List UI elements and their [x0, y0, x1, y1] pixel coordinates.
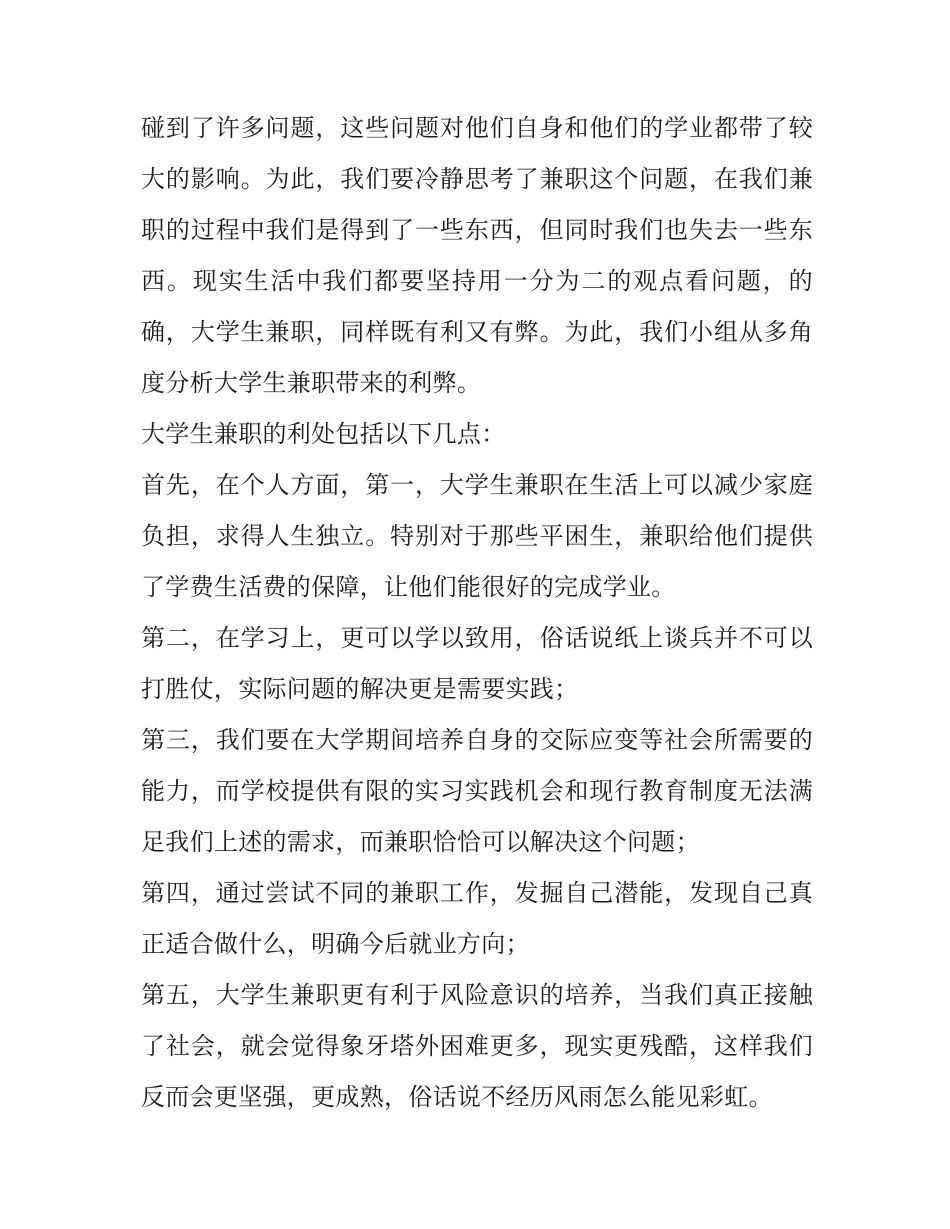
paragraph-second-point: 第二，在学习上，更可以学以致用，俗话说纸上谈兵并不可以打胜仗，实际问题的解决更是需要实践； [141, 624, 813, 703]
paragraph-advantages-heading: 大学生兼职的利处包括以下几点： [141, 420, 506, 448]
paragraph-first-point: 首先，在个人方面，第一，大学生兼职在生活上可以减少家庭负担，求得人生独立。特别对于那些平困生，兼职给他们提供了学费生活费的保障，让他们能很好的完成学业。 [141, 471, 813, 601]
paragraph-third-point: 第三，我们要在大学期间培养自身的交际应变等社会所需要的能力，而学校提供有限的实习实践机会和现行教育制度无法满足我们上述的需求，而兼职恰恰可以解决这个问题； [141, 726, 813, 856]
paragraph-fourth-point: 第四，通过尝试不同的兼职工作，发掘自己潜能，发现自己真正适合做什么，明确今后就业方向； [141, 879, 813, 958]
body-text [141, 103, 813, 1123]
paragraph-intro: 碰到了许多问题，这些问题对他们自身和他们的学业都带了较大的影响。为此，我们要冷静思考了兼职这个问题，在我们兼职的过程中我们是得到了一些东西，但同时我们也失去一些东西。现实生活中我们都要坚持用一分为二的观点看问题，的确，大学生兼职，同样既有利又有弊。为此，我们小组从多角度分析大学生兼职带来的利弊。 [141, 114, 813, 397]
paragraph-fifth-point: 第五，大学生兼职更有利于风险意识的培养，当我们真正接触了社会，就会觉得象牙塔外困难更多，现实更残酷，这样我们反而会更坚强，更成熟，俗话说不经历风雨怎么能见彩虹。 [141, 981, 813, 1111]
